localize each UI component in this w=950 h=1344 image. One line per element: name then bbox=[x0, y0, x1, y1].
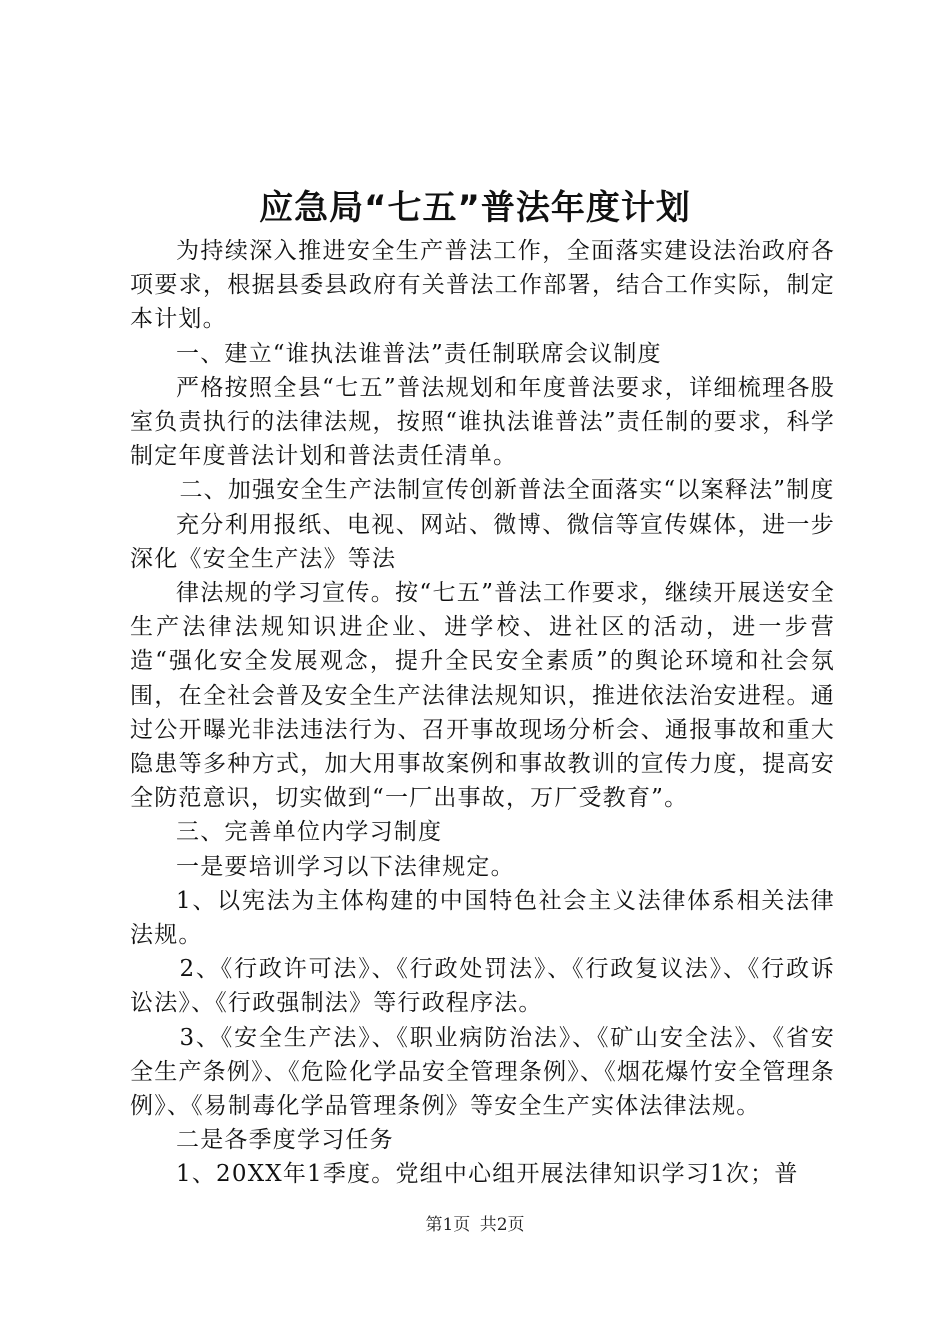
document-body bbox=[130, 234, 835, 1192]
paragraph-section-1: 严格按照全县“七五”普法规划和年度普法要求，详细梳理各股室负责执行的法律法规，按照“谁执法谁普法”责任制的要求，科学制定年度普法计划和普法责任清单。 bbox=[130, 374, 835, 470]
paragraph-section-2b: 律法规的学习宣传。按“七五”普法工作要求，继续开展送安全生产法律法规知识进企业、进学校、进社区的活动，进一步营造“强化安全发展观念，提升全民安全素质”的舆论环境和社会氛围，在全社会普及安全生产法律法规知识，推进依法治安进程。通过公开曝光非法违法行为、召开事故现场分析会、通报事故和重大隐患等多种方式，加大用事故案例和事故教训的宣传力度，提高安全防范意识，切实做到“一厂出事故，万厂受教育”。 bbox=[130, 580, 835, 812]
paragraph-section-2a: 充分利用报纸、电视、网站、微博、微信等宣传媒体，进一步深化《安全生产法》等法 bbox=[130, 511, 835, 572]
paragraph-training-intro: 一是要培训学习以下法律规定。 bbox=[176, 853, 515, 880]
page-footer bbox=[0, 1213, 950, 1237]
list-item-law-2: 2、《行政许可法》、《行政处罚法》、《行政复议法》、《行政诉讼法》、《行政强制法》等行政程序法。 bbox=[130, 956, 835, 1017]
page-number: 第1页 bbox=[425, 1215, 471, 1235]
paragraph-quarterly-tasks: 二是各季度学习任务 bbox=[176, 1127, 394, 1154]
section-heading-3: 三、完善单位内学习制度 bbox=[176, 819, 443, 846]
list-item-quarter-1: 1、20XX年1季度。党组中心组开展法律知识学习1次；普 bbox=[176, 1161, 799, 1188]
paragraph-intro: 为持续深入推进安全生产普法工作，全面落实建设法治政府各项要求，根据县委县政府有关普法工作部署，结合工作实际，制定本计划。 bbox=[130, 238, 835, 333]
section-heading-2: 二、加强安全生产法制宣传创新普法全面落实“以案释法”制度 bbox=[179, 477, 835, 504]
section-heading-1: 一、建立“谁执法谁普法”责任制联席会议制度 bbox=[176, 340, 662, 367]
list-item-law-1: 1、以宪法为主体构建的中国特色社会主义法律体系相关法律法规。 bbox=[130, 887, 835, 949]
page-total: 共2页 bbox=[479, 1215, 525, 1235]
document-title: 应急局“七五”普法年度计划 bbox=[259, 188, 691, 228]
list-item-law-3: 3、《安全生产法》、《职业病防治法》、《矿山安全法》、《省安全生产条例》、《危险化学品安全管理条例》、《烟花爆竹安全管理条例》、《易制毒化学品管理条例》等安全生产实体法律法规。 bbox=[130, 1024, 835, 1120]
